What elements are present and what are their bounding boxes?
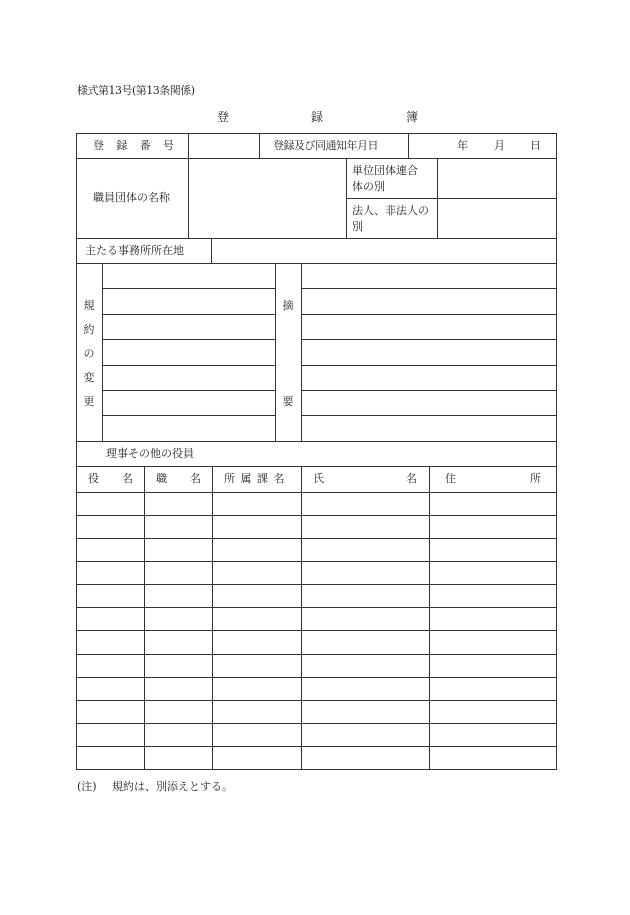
label-char: 約 [83, 323, 95, 336]
column-divider [259, 133, 260, 158]
summary-row-line [301, 415, 557, 416]
summary-row-line [301, 314, 557, 315]
corporate-label-line1: 法人、非法人の [352, 204, 429, 217]
header-title [156, 472, 201, 486]
label-char: 名 [406, 472, 417, 485]
officer-row-line [76, 677, 557, 678]
table-bottom-border [76, 769, 557, 770]
label-char: の [83, 347, 95, 360]
label-char: 録 [116, 139, 128, 152]
bylaw-row-line [102, 339, 275, 340]
summary-row-line [301, 365, 557, 366]
label-char: 変 [83, 371, 95, 384]
label-char: 要 [282, 395, 294, 408]
row-divider [76, 466, 557, 467]
summary-label [279, 299, 297, 409]
federation-label-line1: 単位団体連合 [352, 164, 418, 177]
bylaw-row-line [102, 288, 275, 289]
month-unit: 月 [494, 139, 505, 152]
label-char: 摘 [282, 299, 294, 312]
bylaw-row-line [102, 365, 275, 366]
registration-date-field[interactable] [409, 134, 556, 158]
officer-row-line [76, 584, 557, 585]
note-mark: (注) [77, 780, 97, 793]
column-divider [275, 263, 276, 441]
officer-row-line [76, 515, 557, 516]
label-char: 規 [83, 299, 95, 312]
row-divider [76, 263, 557, 264]
officer-row-line [76, 700, 557, 701]
label-char: 所 [530, 472, 541, 485]
bylaw-row-line [102, 314, 275, 315]
label-char: 役 [88, 472, 99, 485]
bylaw-change-label [80, 299, 98, 409]
registration-number-label [93, 139, 174, 153]
officer-row-line [76, 746, 557, 747]
federation-label-line2: 体の別 [352, 180, 385, 193]
day-unit: 日 [530, 139, 541, 152]
header-department: 所 属 課 名 [224, 472, 286, 485]
label-char: 番 [139, 139, 151, 152]
summary-row-line [301, 339, 557, 340]
title-char-2: 録 [311, 110, 324, 124]
header-position [88, 472, 133, 486]
label-char: 登 [93, 139, 104, 152]
title-char-1: 登 [217, 110, 230, 124]
org-name-field[interactable] [189, 159, 346, 238]
header-name [313, 472, 417, 486]
label-char: 名 [190, 472, 201, 485]
title-char-3: 簿 [406, 110, 419, 124]
bylaw-row-line [102, 390, 275, 391]
officer-row-line [76, 654, 557, 655]
row-divider [76, 441, 557, 442]
org-name-label: 職員団体の名称 [93, 191, 170, 204]
officers-header-bottom [76, 492, 557, 493]
bylaw-row-line [102, 415, 275, 416]
corporate-label-line2: 別 [352, 220, 363, 233]
federation-field[interactable] [438, 159, 556, 198]
officer-row-line [76, 723, 557, 724]
table-left-border [76, 133, 77, 769]
year-unit: 年 [457, 139, 468, 152]
summary-row-line [301, 288, 557, 289]
officer-row-line [76, 538, 557, 539]
corporate-field[interactable] [438, 199, 556, 238]
registration-date-label: 登録及び同通知年月日 [273, 139, 378, 152]
note-text: 規約は、別添えとする。 [112, 780, 233, 793]
form-number: 様式第13号(第13条関係) [77, 84, 195, 97]
label-char: 住 [445, 472, 456, 485]
office-label: 主たる事務所所在地 [85, 244, 184, 257]
label-char: 号 [162, 139, 174, 152]
officer-row-line [76, 561, 557, 562]
officers-section-label: 理事その他の役員 [106, 447, 194, 460]
office-address-field[interactable] [212, 239, 556, 263]
summary-row-line [301, 390, 557, 391]
label-char: 更 [83, 395, 95, 408]
officer-row-line [76, 630, 557, 631]
registration-number-field[interactable] [189, 134, 259, 158]
table-right-border [556, 133, 557, 769]
label-char: 名 [122, 472, 133, 485]
label-char: 職 [156, 472, 167, 485]
officer-row-line [76, 607, 557, 608]
label-char: 氏 [313, 472, 324, 485]
header-address [445, 472, 541, 486]
